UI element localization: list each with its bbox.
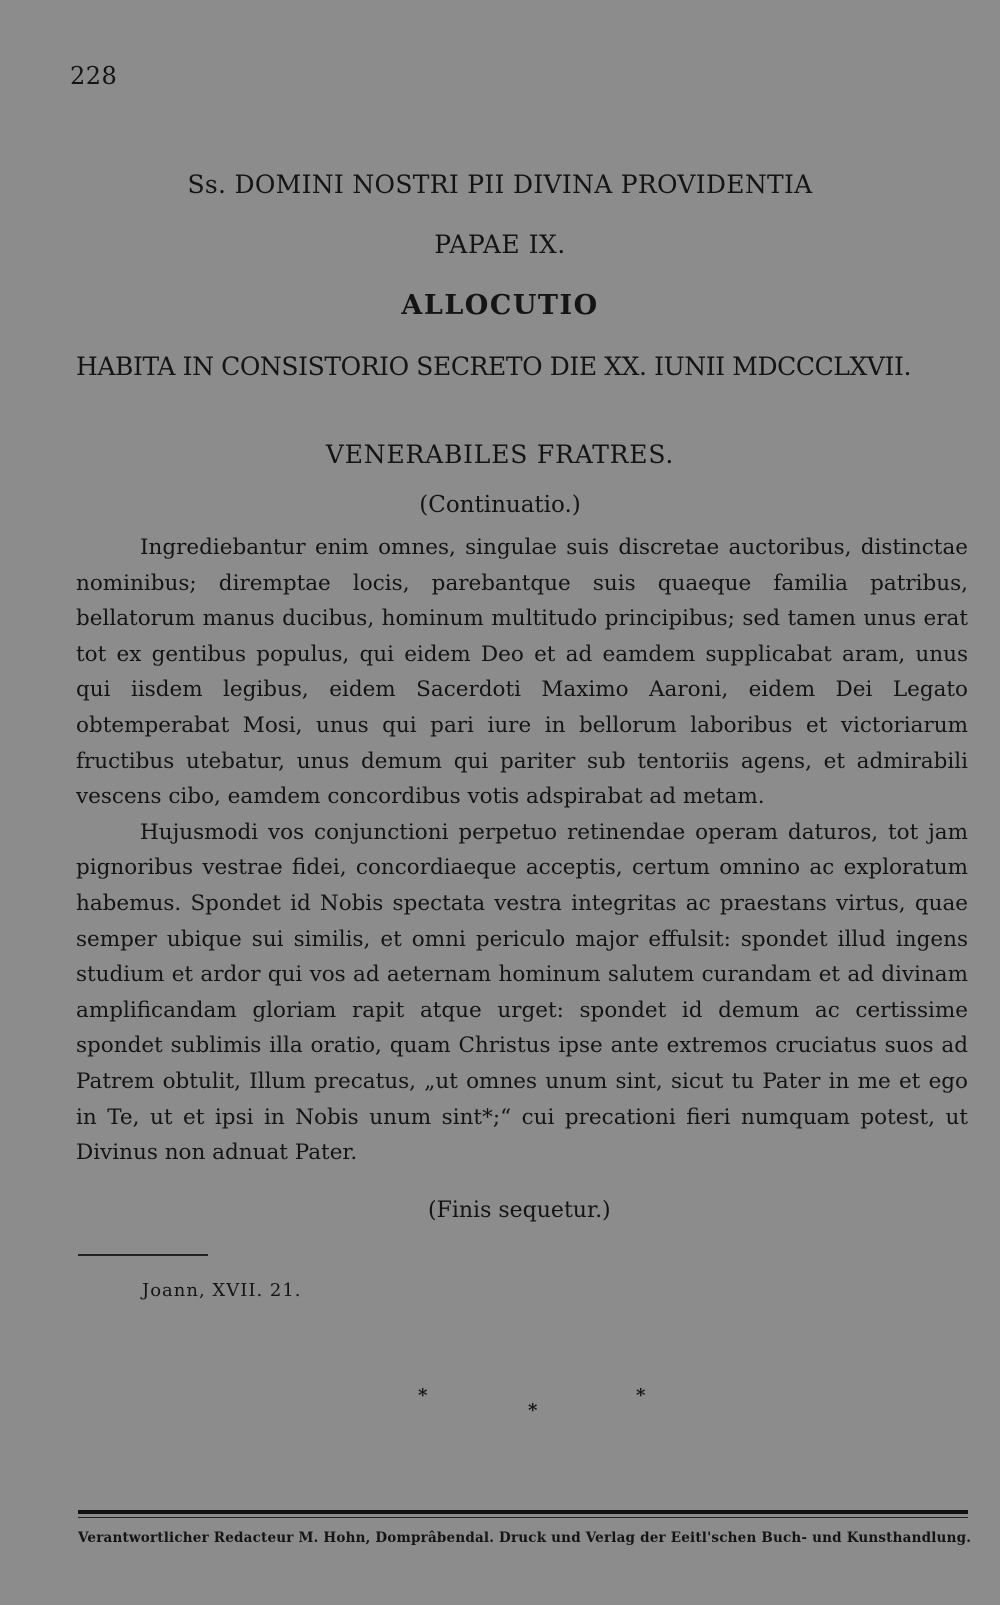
asterism-ornament-right: * bbox=[636, 1385, 646, 1406]
imprint-line: Verantwortlicher Redacteur M. Hohn, Domprâbendal. Druck und Verlag der Eeitl'schen Buch- und Kunsthandlung. bbox=[78, 1530, 972, 1546]
body-text bbox=[76, 530, 968, 1171]
imprint-divider-thin bbox=[78, 1517, 968, 1518]
continuation-note: (Continuatio.) bbox=[419, 492, 581, 518]
heading-line-1: Ss. DOMINI NOSTRI PII DIVINA PROVIDENTIA bbox=[187, 170, 813, 199]
salutation: VENERABILES FRATRES. bbox=[325, 440, 675, 469]
imprint-divider-thick bbox=[78, 1510, 968, 1514]
footnote: Joann, XVII. 21. bbox=[142, 1280, 302, 1301]
asterism-ornament-bottom: * bbox=[528, 1400, 538, 1421]
heading-line-2: PAPAE IX. bbox=[434, 230, 566, 259]
document-title: ALLOCUTIO bbox=[401, 290, 599, 321]
paragraph-1: Ingrediebantur enim omnes, singulae suis discretae auctoribus, distinctae nominibus; diremptae locis, parebantque suis quaeque familia patribus, bellatorum manus ducibus, hominum multitudo principibus; sed tamen unus erat tot ex gentibus populus, qui eidem Deo et ad eamdem supplicabat aram, unus qui iisdem legibus, eidem Sacerdoti Maximo Aaroni, eidem Dei Legato obtemperabat Mosi, unus qui pari iure in bellorum laboribus et victoriarum fructibus utebatur, unus demum qui pariter sub tentoriis agens, et admirabili vescens cibo, eamdem concordibus votis adspirabat ad metam. bbox=[76, 535, 968, 810]
footnote-divider bbox=[78, 1254, 208, 1256]
finis-note: (Finis sequetur.) bbox=[428, 1198, 611, 1223]
heading-occasion-line: HABITA IN CONSISTORIO SECRETO DIE XX. IUNII MDCCCLXVII. bbox=[76, 352, 912, 381]
paragraph-2: Hujusmodi vos conjunctioni perpetuo retinendae operam daturos, tot jam pignoribus vestrae fidei, concordiaeque acceptis, certum omnino ac exploratum habemus. Spondet id Nobis spectata vestra integritas ac praestans virtus, quae semper ubique sui similis, et omni periculo major effulsit: spondet illud ingens studium et ardor qui vos ad aeternam hominum salutem curandam et ad divinam amplificandam gloriam rapit atque urget: spondet id demum ac certissime spondet sublimis illa oratio, quam Christus ipse ante extremos cruciatus suos ad Patrem obtulit, Illum precatus, „ut omnes unum sint, sicut tu Pater in me et ego in Te, ut et ipsi in Nobis unum sint*;“ cui precationi fieri numquam potest, ut Divinus non adnuat Pater. bbox=[76, 819, 968, 1166]
asterism-ornament-left: * bbox=[418, 1385, 428, 1406]
page-number: 228 bbox=[70, 62, 118, 90]
